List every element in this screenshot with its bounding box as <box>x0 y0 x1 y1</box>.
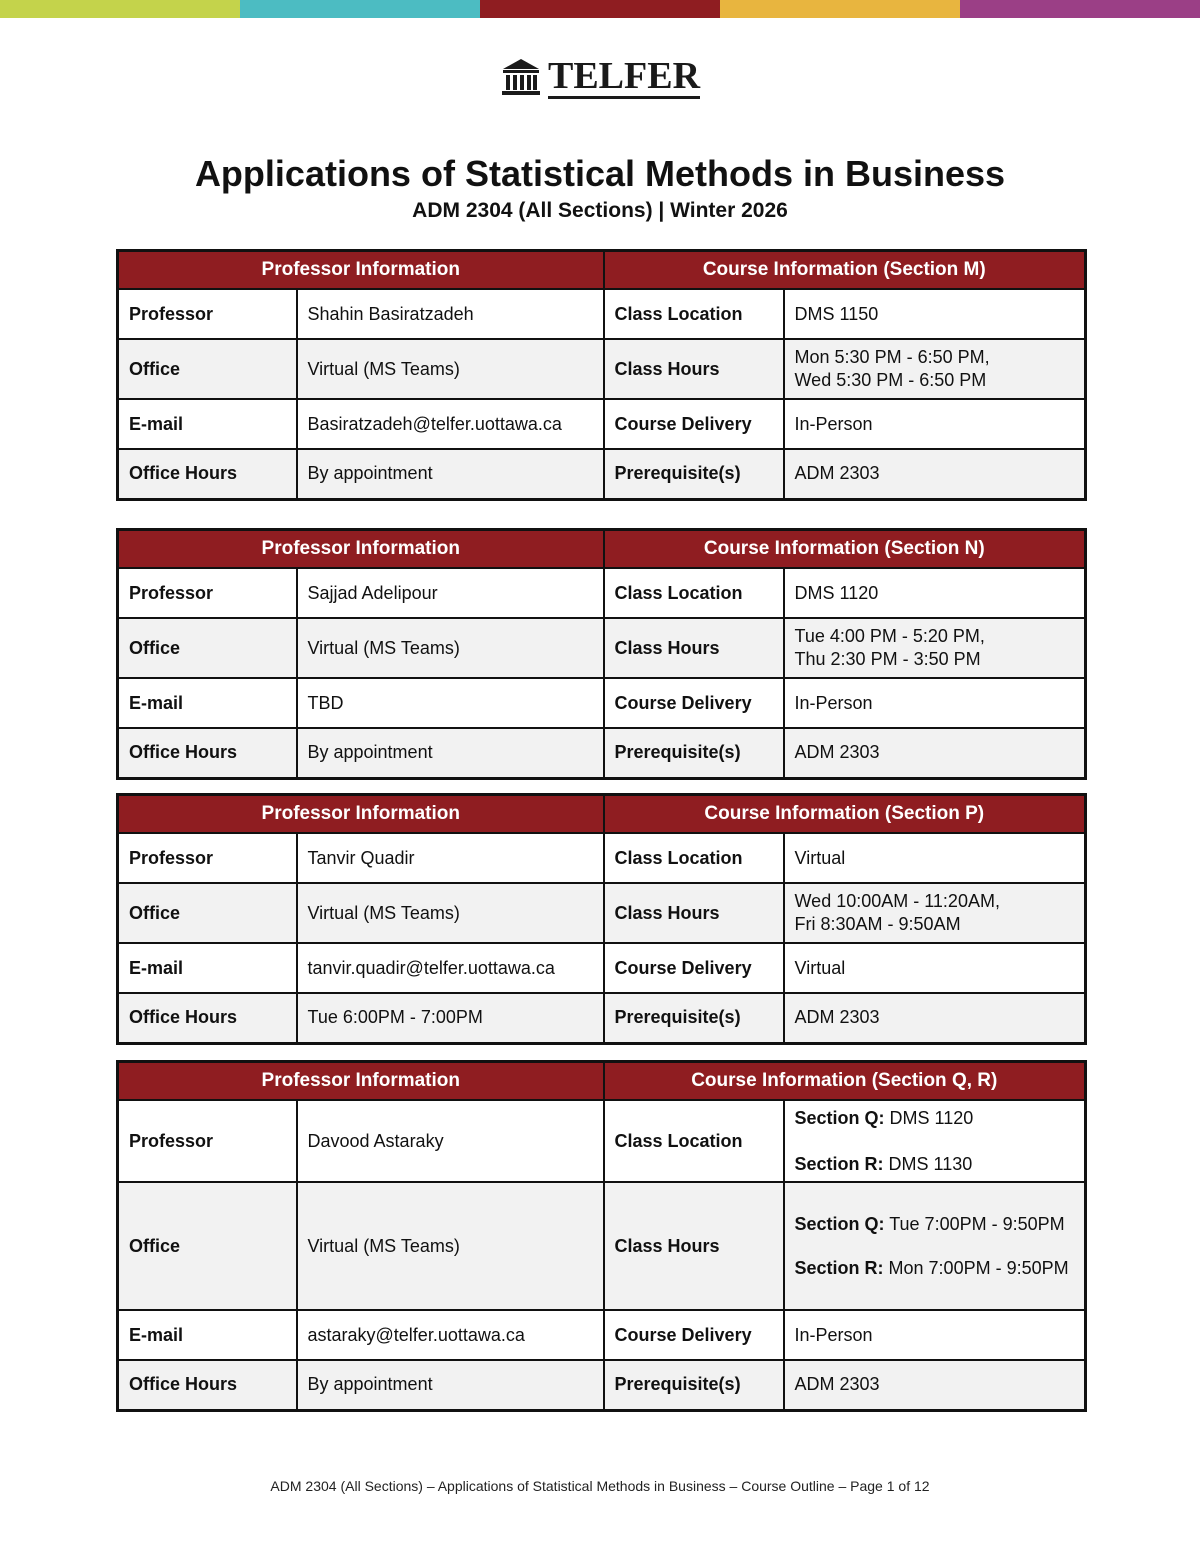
email-label: E-mail <box>118 678 297 728</box>
class-hours-line: Wed 5:30 PM - 6:50 PM <box>794 370 987 390</box>
logo-wordmark: TELFER <box>547 54 701 97</box>
email-value[interactable]: tanvir.quadir@telfer.uottawa.ca <box>297 943 604 993</box>
class-hours-value <box>784 339 1086 399</box>
office-hours-value: By appointment <box>297 1360 604 1410</box>
class-hours-label: Class Hours <box>604 339 784 399</box>
course-delivery-value: Virtual <box>784 943 1086 993</box>
professor-label: Professor <box>118 289 297 339</box>
class-hours-line: Mon 5:30 PM - 6:50 PM, <box>794 347 990 367</box>
email-label: E-mail <box>118 943 297 993</box>
professor-label: Professor <box>118 568 297 618</box>
section-q-time: Tue 7:00PM - 9:50PM <box>884 1213 1065 1234</box>
professor-name: Shahin Basiratzadeh <box>297 289 604 339</box>
course-info-header: Course Information (Section Q, R) <box>604 1062 1086 1101</box>
building-icon <box>500 56 542 98</box>
course-info-header: Course Information (Section M) <box>604 251 1086 290</box>
prerequisites-label: Prerequisite(s) <box>604 728 784 778</box>
course-delivery-label: Course Delivery <box>604 1310 784 1360</box>
email-label: E-mail <box>118 1310 297 1360</box>
office-value: Virtual (MS Teams) <box>297 339 604 399</box>
professor-name: Sajjad Adelipour <box>297 568 604 618</box>
section-r-location <box>795 1153 1075 1176</box>
email-label: E-mail <box>118 399 297 449</box>
telfer-logo <box>0 52 1200 102</box>
info-table-section-qr <box>116 1060 1087 1412</box>
professor-info-header: Professor Information <box>118 1062 604 1101</box>
professor-label: Professor <box>118 833 297 883</box>
prerequisites-value: ADM 2303 <box>784 449 1086 499</box>
class-location-label: Class Location <box>604 289 784 339</box>
office-value: Virtual (MS Teams) <box>297 883 604 943</box>
class-hours-value <box>784 883 1086 943</box>
office-label: Office <box>118 1182 297 1310</box>
office-hours-value: By appointment <box>297 449 604 499</box>
class-location-label: Class Location <box>604 568 784 618</box>
office-label: Office <box>118 618 297 678</box>
class-hours-label: Class Hours <box>604 1182 784 1310</box>
class-location-value: Virtual <box>784 833 1086 883</box>
class-location-value: DMS 1150 <box>784 289 1086 339</box>
professor-info-header: Professor Information <box>118 251 604 290</box>
office-hours-label: Office Hours <box>118 449 297 499</box>
section-r-time: Mon 7:00PM - 9:50PM <box>883 1257 1069 1278</box>
section-r-room: DMS 1130 <box>883 1153 973 1174</box>
email-value[interactable]: astaraky@telfer.uottawa.ca <box>297 1310 604 1360</box>
course-info-header: Course Information (Section P) <box>604 795 1086 834</box>
document-subtitle: ADM 2304 (All Sections) | Winter 2026 <box>412 199 788 222</box>
info-table-section-n <box>116 528 1087 780</box>
info-table-section-m <box>116 249 1087 501</box>
class-hours-label: Class Hours <box>604 883 784 943</box>
professor-label: Professor <box>118 1100 297 1182</box>
course-info-header: Course Information (Section N) <box>604 530 1086 569</box>
course-delivery-label: Course Delivery <box>604 399 784 449</box>
class-hours-line: Fri 8:30AM - 9:50AM <box>794 914 961 934</box>
color-bar-segment <box>0 0 240 18</box>
office-hours-value: Tue 6:00PM - 7:00PM <box>297 993 604 1043</box>
section-q-location <box>795 1107 1075 1130</box>
class-hours-line: Tue 4:00 PM - 5:20 PM, <box>794 626 985 646</box>
document-title: Applications of Statistical Methods in Business <box>194 153 1006 194</box>
prerequisites-value: ADM 2303 <box>784 1360 1086 1410</box>
class-location-value: DMS 1120 <box>784 568 1086 618</box>
course-delivery-value: In-Person <box>784 399 1086 449</box>
info-table-section-p <box>116 793 1087 1045</box>
page-footer: ADM 2304 (All Sections) – Applications of Statistical Methods in Business – Course Outline – Page 1 of 12 <box>270 1478 930 1494</box>
prerequisites-value: ADM 2303 <box>784 993 1086 1043</box>
office-label: Office <box>118 339 297 399</box>
course-delivery-label: Course Delivery <box>604 943 784 993</box>
prerequisites-label: Prerequisite(s) <box>604 993 784 1043</box>
section-r-hours <box>795 1257 1075 1280</box>
class-hours-line: Wed 10:00AM - 11:20AM, <box>794 891 1000 911</box>
section-r-label: Section R: <box>794 1257 884 1278</box>
prerequisites-label: Prerequisite(s) <box>604 449 784 499</box>
course-delivery-value: In-Person <box>784 1310 1086 1360</box>
course-delivery-value: In-Person <box>784 678 1086 728</box>
professor-info-header: Professor Information <box>118 530 604 569</box>
color-bar-segment <box>720 0 960 18</box>
class-hours-value <box>784 618 1086 678</box>
class-location-label: Class Location <box>604 1100 784 1182</box>
section-q-hours <box>795 1213 1075 1236</box>
office-hours-label: Office Hours <box>118 728 297 778</box>
color-bar-segment <box>480 0 720 18</box>
class-hours-line: Thu 2:30 PM - 3:50 PM <box>794 649 981 669</box>
email-value[interactable]: Basiratzadeh@telfer.uottawa.ca <box>297 399 604 449</box>
office-value: Virtual (MS Teams) <box>297 618 604 678</box>
professor-name: Davood Astaraky <box>297 1100 604 1182</box>
professor-name: Tanvir Quadir <box>297 833 604 883</box>
office-hours-label: Office Hours <box>118 993 297 1043</box>
section-q-room: DMS 1120 <box>884 1107 974 1128</box>
section-r-label: Section R: <box>794 1153 884 1174</box>
class-hours-value <box>784 1182 1086 1310</box>
office-label: Office <box>118 883 297 943</box>
prerequisites-value: ADM 2303 <box>784 728 1086 778</box>
color-bar-segment <box>240 0 480 18</box>
class-location-value <box>784 1100 1086 1182</box>
office-value: Virtual (MS Teams) <box>297 1182 604 1310</box>
prerequisites-label: Prerequisite(s) <box>604 1360 784 1410</box>
professor-info-header: Professor Information <box>118 795 604 834</box>
office-hours-label: Office Hours <box>118 1360 297 1410</box>
color-bar-segment <box>960 0 1200 18</box>
office-hours-value: By appointment <box>297 728 604 778</box>
class-hours-label: Class Hours <box>604 618 784 678</box>
class-location-label: Class Location <box>604 833 784 883</box>
email-value: TBD <box>297 678 604 728</box>
top-color-bar <box>0 0 1200 18</box>
section-q-label: Section Q: <box>794 1107 885 1128</box>
course-delivery-label: Course Delivery <box>604 678 784 728</box>
section-q-label: Section Q: <box>794 1213 885 1234</box>
